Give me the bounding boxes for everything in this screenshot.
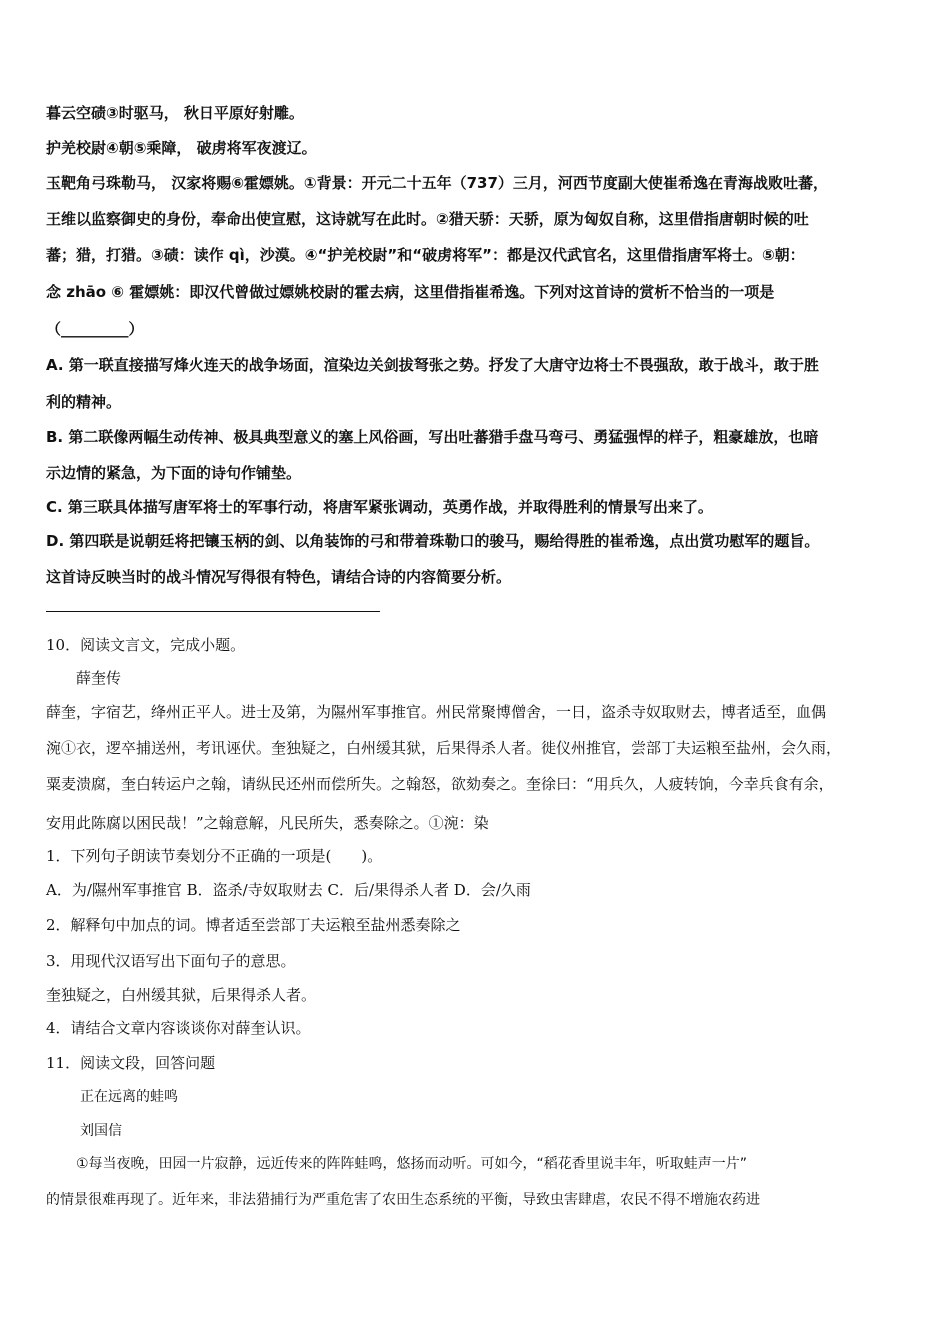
- poem-line-1: 暮云空碛③时驱马， 秋日平原好射雕。: [46, 104, 304, 122]
- q11-para-line-1: ①每当夜晚，田园一片寂静，远近传来的阵阵蛙鸣，悠扬而动听。可如今，“稻花香里说丰年，听取蛙声一片”: [76, 1156, 748, 1172]
- poem-line-2: 护羌校尉④朝⑤乘障， 破虏将军夜渡辽。: [46, 139, 317, 157]
- poem-note-line-2: 蕃；猎，打猎。③碛：读作 qì，沙漠。④“护羌校尉”和“破虏将军”：都是汉代武官名，这里借指唐军将士。⑤朝：: [46, 246, 805, 264]
- poem-note-line-3: 念 zhāo ⑥ 霍嫖姚：即汉代曾做过嫖姚校尉的霍去病，这里借指崔希逸。下列对这首诗的赏析不恰当的一项是: [46, 283, 775, 301]
- option-a-line-1: A. 第一联直接描写烽火连天的战争场面，渲染边关剑拔弩张之势。抒发了大唐守边将士不畏强敌，敢于战斗，敢于胜: [46, 356, 819, 374]
- q11-author: 刘国信: [80, 1123, 122, 1139]
- q10-para-line-4: 安用此陈腐以困民哉！”之翰意解，凡民所失，悉奏除之。①涴：染: [46, 814, 489, 832]
- q10-sub-3-sentence: 奎独疑之，白州缓其狱，后果得杀人者。: [46, 986, 317, 1004]
- option-b-line-1: B. 第二联像两幅生动传神、极具典型意义的塞上风俗画，写出吐蕃猎手盘马弯弓、勇猛强悍的样子，粗豪雄放，也暗: [46, 428, 819, 446]
- q10-para-line-1: 薛奎，字宿艺，绛州正平人。进士及第，为隰州军事推官。州民常聚博僧舍，一日，盗杀寺奴取财去，博者适至，血偶: [46, 703, 827, 721]
- q11-para-line-2: 的情景很难再现了。近年来，非法猎捕行为严重危害了农田生态系统的平衡，导致虫害肆虐，农民不得不增施农药进: [46, 1192, 760, 1208]
- q11-heading: 11．阅读文段，回答问题: [46, 1054, 216, 1072]
- q10-sub-1-options: A．为/隰州军事推官 B．盗杀/寺奴取财去 C．后/果得杀人者 D．会/久雨: [46, 881, 531, 899]
- subquestion-prompt: 这首诗反映当时的战斗情况写得很有特色，请结合诗的内容简要分析。: [46, 568, 512, 586]
- answer-line: [46, 611, 380, 612]
- q10-sub-1: 1．下列句子朗读节奏划分不正确的一项是( )。: [46, 847, 383, 865]
- option-c: C. 第三联具体描写唐军将士的军事行动，将唐军紧张调动，英勇作战，并取得胜利的情景写出来了。: [46, 498, 713, 516]
- q10-title: 薛奎传: [76, 669, 122, 687]
- poem-note-line-1: 王维以监察御史的身份，奉命出使宣慰，这诗就写在此时。②猎天骄：天骄，原为匈奴自称，这里借指唐朝时候的吐: [46, 210, 809, 228]
- option-d: D. 第四联是说朝廷将把镶玉柄的剑、以角装饰的弓和带着珠勒口的骏马，赐给得胜的崔希逸，点出赏功慰军的题旨。: [46, 532, 820, 550]
- q10-heading: 10．阅读文言文，完成小题。: [46, 636, 246, 654]
- q10-sub-3: 3．用现代汉语写出下面句子的意思。: [46, 952, 296, 970]
- q10-para-line-2: 涴①衣，逻卒捕送州，考讯诬伏。奎独疑之，白州缓其狱，后果得杀人者。徙仪州推官，尝部丁夫运粮至盐州，会久雨，: [46, 739, 842, 757]
- option-a-line-2: 利的精神。: [46, 393, 122, 411]
- q10-sub-4: 4．请结合文章内容谈谈你对薛奎认识。: [46, 1019, 311, 1037]
- q11-title: 正在远离的蛙鸣: [80, 1089, 178, 1105]
- q10-para-line-3: 粟麦溃腐，奎白转运户之翰，请纵民还州而偿所失。之翰怒，欲劾奏之。奎徐曰：“用兵久，人疲转饷，今幸兵食有余，: [46, 775, 834, 793]
- answer-blank: （_________）: [46, 320, 144, 338]
- poem-line-3: 玉靶角弓珠勒马， 汉家将赐⑥霍嫖姚。①背景：开元二十五年（737）三月，河西节度副大使崔希逸在青海战败吐蕃，: [46, 174, 828, 192]
- q10-sub-2: 2．解释句中加点的词。博者适至尝部丁夫运粮至盐州悉奏除之: [46, 916, 461, 934]
- option-b-line-2: 示边情的紧急，为下面的诗句作铺垫。: [46, 464, 302, 482]
